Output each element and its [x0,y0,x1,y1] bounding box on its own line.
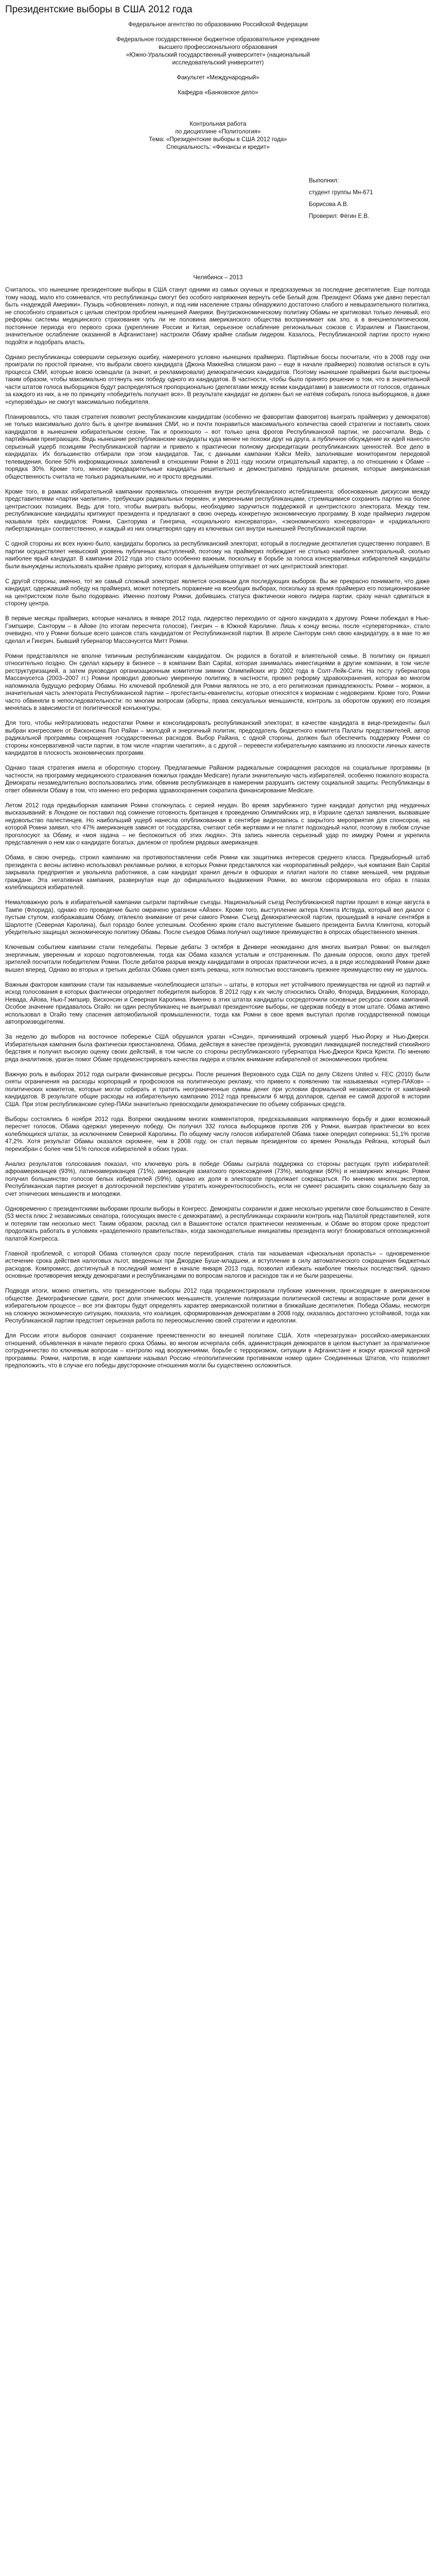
student-group: студент группы Мн-671 [309,189,373,196]
paragraph: Одновременно с президентскими выборами прошли выборы в Конгресс. Демократы сохранили и даже несколько укрепили свое большинство в Сенате (53 места плюс 2 независимых сенатора, голосующих вместе с демократами), а республиканцы сохранили контроль над Палатой представителей, хотя и потеряли там несколько мест. Таким образом, расклад сил в Вашингтоне остался практически неизменным, и Обаме во втором сроке предстоит продолжать работать в условиях «разделенного правительства», когда законодательные инициативы президента могут блокироваться оппозиционной палатой Конгресса. [5,1205,430,1242]
paragraph: Важным фактором кампании стали так называемые «колеблющиеся штаты» – штаты, в которых нет устойчивого преимущества ни одной из партий и исход голосования в которых фактически определяет победителя выборов. В 2012 году к их числу относились Огайо, Флорида, Вирджиния, Колорадо, Невада, Айова, Нью-Гэмпшир, Висконсин и Северная Каролина. Именно в этих штатах кандидаты сосредоточили основные ресурсы своих кампаний. Особое значение придавалось Огайо: ни один республиканец не выигрывал президентские выборы, не одержав победу в этом штате. Обама активно использовал в Огайо тему спасения автомобильной промышленности, тогда как Ромни в свое время выступал против государственной помощи автопроизводителям. [5,981,430,1025]
paragraph: Кроме того, в рамках избирательной кампании проявились отношения внутри республиканского истеблишмента: обоснованные дискуссии между представителями «партии чаепития», требующих радикальных перемен, и умеренными республиканцами, стремящимися сохранить партию на более центристских позициях. Ведь для того, чтобы выиграть выборы, необходимо заручиться поддержкой и центристского электората. Между тем, республиканские кандидаты критикуют президента и предлагают в свою очередь конкретную экономическую программу. В ходе праймериз лидером называли трёх кандидатов: Ромни, Санторума и Гингрича, «социального консерватора», «экономического консерватора» и «радикального либертарианца» соответственно, и каждый из них олицетворял одну из ключевых сил внутри нынешней Республиканской партии. [5,488,430,532]
paragraph: Важную роль в выборах 2012 года сыграли финансовые ресурсы. После решения Верховного суда США по делу Citizens United v. FEC (2010) были сняты ограничения на расходы корпораций и профсоюзов на политическую рекламу, что привело к появлению так называемых «супер-ПАКов» – политических комитетов, которые могли собирать и тратить неограниченные суммы денег при условии формальной независимости от кампаний кандидатов. В результате общие расходы на избирательную кампанию 2012 года превысили 6 млрд долларов, сделав ее самой дорогой в истории США. При этом республиканские супер-ПАКи значительно превосходили демократические по объему собранных средств. [5,1071,430,1108]
paragraph: Немаловажную роль в избирательной кампании сыграли партийные съезды. Национальный съезд Республиканской партии прошел в конце августа в Тампе (Флорида), однако его проведение было омрачено ураганом «Айзек». Кроме того, выступление актера Клинта Иствуда, который вел диалог с пустым стулом, изображавшим Обаму, отвлекло внимание от речи самого Ромни. Съезд Демократической партии, прошедший в начале сентября в Шарлотте (Северная Каролина), был гораздо более успешным. Особенно ярким стало выступление бывшего президента Билла Клинтона, который убедительно защищал экономическую политику Обамы. После съездов Обама получил ощутимое преимущество в опросах общественного мнения. [5,899,430,936]
page-title: Президентские выборы в США 2012 года [5,4,193,15]
agency-line: Федеральное агентство по образованию Российской Федерации [128,21,308,28]
paragraph: Подводя итоги, можно отметить, что президентские выборы 2012 года продемонстрировали глубокие изменения, происходящие в американском обществе. Демографические сдвиги, рост доли этнических меньшинств, усиление поляризации политической системы и возрастание роли денег в избирательном процессе – все эти факторы будут определять характер американской политики в ближайшие десятилетия. Победа Обамы, несмотря на сложную экономическую ситуацию, показала, что коалиция, сформированная демократами в 2008 году, оказалась достаточно устойчивой, тогда как Республиканской партии предстоит серьезная работа по переосмыслению своей стратегии и идеологии. [5,1287,430,1324]
checked-by: Проверил: Фёгин Е.В. [309,213,370,219]
paragraph: Считалось, что нынешние президентские выборы в США станут одними из самых скучных и предсказуемых за последние десятилетия. Еще полгода тому назад, мало кто сомневался, что республиканцы смогут без особого напряжения вернуть себе Белый дом. Президент Обама уже давно перестал быть «надеждой Америки». Пузырь «обновления» лопнул, и под ним население страны обнаружило достаточно слабого и невыразительного политика, не способного справиться с целым спектром проблем нынешней Америки. Внутриэкономическому политику Обамы не критиковал только ленивый, его реформы системы медицинского страхования чуть ли не половина американского общества воспринимает как зло, а в внешнеполитическом, постоянное периода его первого срока (укрепление России и Китая, серьезное ослабление региональных союзов с Израилем и Пакистаном, значительное ослабление оказанной в Афганистане) настроили Обаму крайне слабым лидером. Казалось, Республиканской партии просто нужно подойти и подобрать власть. [5,286,430,346]
paragraph: Обама, в свою очередь, строил кампанию на противопоставлении себя Ромни как защитника интересов среднего класса. Предвыборный штаб президента с весны активно использовал рекламные ролики, в которых Ромни представлялся как «корпоративный рейдер», чья компания Bain Capital закрывала предприятия и увольняла работников, а сам кандидат хранил деньги в офшорах и платил налоги по ставке меньшей, чем рядовые граждане. Эта негативная кампания, развернутая еще до официального выдвижения Ромни, во многом сформировала его образ в глазах колеблющихся избирателей. [5,854,430,891]
paragraph: Однако такая стратегия имела и оборотную сторону. Предлагаемые Райаном радикальные сокращения расходов на социальные программы (в частности, на программу медицинского страхования пожилых граждан Medicare) пугали значительную часть избирателей, особенно пожилого возраста. Демократы незамедлительно воспользовались этим, обвинив республиканцев в намерении разрушить систему социальной защиты. Республиканцы в ответ обвиняли Обаму в том, что именно его реформа здравоохранения сократила финансирование Medicare. [5,765,430,794]
paragraph: Для России итоги выборов означают сохранение преемственности во внешней политике США. Хотя «перезагрузка» российско-американских отношений, объявленная в начале первого срока Обамы, во многом исчерпала себя, администрация демократов в целом выступает за прагматичное сотрудничество по ключевым вопросам – контролю над вооружениями, борьбе с терроризмом, ситуации в Афганистане и вокруг иранской ядерной программы. Ромни, напротив, в ходе кампании называл Россию «геополитическим противником номер один» Соединенных Штатов, что позволяет предположить, что в случае его победы двусторонние отношения могли бы существенно осложниться. [5,1332,430,1369]
title-header [5,21,431,96]
paragraph: С одной стороны их всех нужно было, кандидаты боролись за республиканский электорат, который в последние десятилетия существенно поправел. В партии осуществляет невысокий уровень публичных выступлений, поэтому на праймериз побеждает не столько наиболее электоральный, сколько наиболее ярый кандидат. В кампании 2012 года это стало особенно важным, поскольку в борьбе за голоса консервативных избирателей кандидаты были вынуждены использовать крайне правую риторику, которая в дальнейшем отпугивает от них центристский электорат. [5,540,430,570]
work-type: Контрольная работа [189,121,247,127]
institution-line: «Южно-Уральский государственный университет» (национальный [126,52,310,58]
paragraph: Летом 2012 года предвыборная кампания Ромни столкнулась с серией неудач. Во время зарубежного турне кандидат допустил ряд неудачных высказываний: в Лондоне он поставил под сомнение готовность британцев к проведению Олимпийских игр, в Израиле сделал заявления, вызвавшие недовольство палестинцев. Но наибольший ущерб нанесла опубликованная в сентябре видеозапись с закрытого мероприятия для спонсоров, на которой Ромни заявил, что 47% американцев зависят от государства, считают себя жертвами и не платят подоходный налог, поэтому в любом случае проголосуют за Обаму, и «моя задача – не беспокоиться об этих людях». Эта запись нанесла серьезный удар по имиджу Ромни и укрепила представления о нем как о кандидате богатых, далеком от проблем рядовых американцев. [5,802,430,846]
paragraph: Анализ результатов голосования показал, что ключевую роль в победе Обамы сыграла поддержка со стороны растущих групп избирателей: афроамериканцев (93%), латиноамериканцев (71%), американцев азиатского происхождения (73%), молодежи (60%) и незамужних женщин. Ромни получил большинство голосов белых избирателей (59%), однако их доля в электорате продолжает сокращаться. По мнению многих экспертов, Республиканская партия рискует в долгосрочной перспективе утратить конкурентоспособность, если не сумеет расширить свою социальную базу за счет этнических меньшинств и молодежи. [5,1160,430,1197]
paragraph: С другой стороны, именно, тот же самый сложный электорат является основным для последующих выборов. Вы же прекрасно понимаете, что даже кандидат, одержавший победу на праймериз, может потерпеть поражение на всеобщих выборах, поскольку за время праймериз его позиционирование на центристском поле было подорвано. Именно поэтому Ромни, добившись статуса фактически нового лидера партии, сразу начал сдвигаться в сторону центра. [5,578,430,607]
paragraph: За неделю до выборов на восточное побережье США обрушился ураган «Сэнди», причинивший огромный ущерб Нью-Йорку и Нью-Джерси. Избирательная кампания была фактически приостановлена. Обама, действуя в качестве президента, руководил ликвидацией последствий стихийного бедствия и получил высокую оценку своих действий, в том числе со стороны республиканского губернатора Нью-Джерси Криса Кристи. По мнению ряда аналитиков, ураган помог Обаме продемонстрировать качества лидера и отвлек внимание избирателей от экономических проблем. [5,1033,430,1063]
faculty-line: Факультет «Международный» [177,74,259,81]
institution-line: исследовательский университет) [172,59,264,66]
department-line: Кафедра «Банковское дело» [178,89,258,96]
paragraph: Главной проблемой, с которой Обама столкнулся сразу после переизбрания, стала так называемая «фискальная пропасть» – одновременное истечение срока действия налоговых льгот, введенных при Джордже Буше-младшем, и вступление в силу автоматического сокращения бюджетных расходов. Компромисс, достигнутый в последний момент в начале января 2013 года, позволил избежать наиболее тяжелых последствий, однако основные противоречия между демократами и республиканцами по вопросам налогов и расходов так и не были разрешены. [5,1250,430,1279]
paragraph: Для того, чтобы нейтрализовать недостатки Ромни и консолидировать республиканский электорат, в качестве кандидата в вице-президенты был выбран конгрессмен от Висконсина Пол Райан – молодой и энергичный политик, председатель бюджетного комитета Палаты представителей, автор радикальной программы сокращения государственных расходов. Выбор Райана, с одной стороны, должен был обеспечить поддержку Ромни со стороны консервативной части партии, в том числе «партии чаепития», а с другой – перевести избирательную кампанию из плоскости личных качеств кандидатов в плоскость экономических программ. [5,720,430,756]
done-label: Выполнил: [309,177,339,184]
work-topic: Тема: «Президентские выборы в США 2012 года» [149,136,287,143]
paragraph: Ромни представлялся не вполне типичным республиканским кандидатом. Он родился в богатой и влиятельной семье. В политику он пришел относительно поздно. Он сделал карьеру в бизнесе – в компании Bain Capital, которая занималась инвестициями в другие компании, в том числе реструктуризацией, а затем руководил организационным комитетом зимних Олимпийских игр 2002 года в Солт-Лейк-Сити. На посту губернатора Массачусетса (2003–2007 гг.) Ромни проводил довольно умеренную политику, в частности, провел реформу здравоохранения, которая во многом напоминала будущую реформу Обамы. Но ключевой проблемой для Ромни являлось не это, а его религиозная принадлежность: Ромни – мормон, а значительная часть электората Республиканской партии – протестанты-евангелисты, которые относятся к мормонам с недоверием. Кроме того, Ромни часто обвиняли в непоследовательности: по многим вопросам (аборты, права сексуальных меньшинств, контроль за оборотом оружия) его позиция менялась в зависимости от политической конъюнктуры. [5,652,430,711]
paragraph: Выборы состоялись 6 ноября 2012 года. Вопреки ожиданиям многих комментаторов, предсказывавших напряженную борьбу и даже возможный пересчет голосов, Обама одержал уверенную победу. Он получил 332 голоса выборщиков против 206 у Ромни, выиграв практически во всех колеблющихся штатах, за исключением Северной Каролины. По общему числу голосов избирателей Обама также опередил соперника: 51,1% против 47,2%. Хотя результат Обамы оказался скромнее, чем в 2008 году, он стал первым президентом со времен Рональда Рейгана, который был переизбран с более чем 51% голосов избирателей в обоих турах. [5,1115,430,1153]
paragraph: Однако республиканцы совершили серьезную ошибку, намереного условно нынешних праймериз. Партийные боссы посчитали, что в 2008 году они проиграли по простой причине, что выбрали своего кандидата (Джона Маккейна слишком рано – еще в начале праймериз) позволив остаться в суть процесса СМИ, которые вовсю освещали (а значит, и рекламировали) демократических кандидатов. Поэтому нынешние праймериз были выстроены таким образом, чтобы максимально оттянуть них победу одного из кандидатов. В частности, чтобы было принято решение о том, что в значительной части штатов голоса выборщиков будут распределяться пропорционально (делегатами между всеми кандидатами) в зависимости от голосов, отданных за каждого из них, а не по принципу «победитель получает все». В результате кандидат не должен был не натёмя собирать голоса выборщиков, а даже «суперзвёзды» не смогут максимально победителя. [5,353,430,405]
essay-body [5,286,431,1370]
work-info [5,120,431,151]
paragraph: В первые месяцы праймериз, которые начались в январе 2012 года, лидерство переходило от одного кандидата к другому. Ромни побеждал в Нью-Гэмпшире, Санторум – в Айове (по итогам пересчета голосов), Гингрич – в Южной Каролине. Лишь к концу весны, после «супервторника», стало очевидно, что у Ромни больше всего шансов стать кандидатом от Республиканской партии. В апреле Санторум снял свою кандидатуру, а в мае то же сделал и Гингрич. Бывший губернатор Массачусетса Митт Ромни. [5,615,430,645]
work-discipline: по дисциплине «Политология» [175,128,261,135]
student-name: Борисова А.В. [309,201,348,208]
paragraph: Ключевым событием кампании стали теледебаты. Первые дебаты 3 октября в Денвере неожиданно для многих выиграл Ромни: он выглядел энергичным, уверенным и хорошо подготовленным, тогда как Обама казался усталым и отстраненным. По данным опросов, около двух третей зрителей посчитали победителем Ромни. После дебатов разрыв между кандидатами в опросах практически исчез, а в ряде исследований Ромни даже вышел вперед. Однако во вторых и третьих дебатах Обама сумел взять реванш, хотя полностью восстановить прежнее преимущество ему не удалось. [5,944,430,973]
institution-line: высшего профессионального образования [159,44,277,50]
paragraph: Планировалось, что такая стратегия позволит республиканским кандидатам (особенно не фаворитам фаворитов) выиграть праймериз у демократов) не только максимально долго быть в центре внимания СМИ, но и почти понравиться максимального количества своей стратегии и поставить своих кандидатов в нынешнем избирательном сезоне. Так и произошло – вот только цена фрогов Республиканской партии, не рассчитали. Ведь с партийными преиграющих. Ведь нынешние республиканские кандидаты куда менее не похожи друг на друга, а публичное обсуждение их идей нанесло серьезный ущерб позициям Республиканской партии и привело к практически полному дискредитации республиканских ценностей. Все дело в кандидатах. Их большинство отбирали при этом кандидатов. Так, с данными кампании Кэйси Мейэ, заполнявшие мониторингом передовой телевидения, более 50% информационных заявлений в отношении Ромни в 2011 году носили отрицательный характер, а по отношению к Обаме – порядка 30%. Кроме того, многие предварительные кандидаты решительно и демонстративно предлагали решения, которые американская общественность считала не только радикальными, но и просто вредными. [5,413,430,480]
institution-line: Федеральное государственное бюджетное образовательное учреждение [116,36,320,43]
work-specialty: Специальность: «Финансы и кредит» [166,144,270,150]
place-year: Челябинск – 2013 [193,274,243,281]
author-block [309,175,431,222]
